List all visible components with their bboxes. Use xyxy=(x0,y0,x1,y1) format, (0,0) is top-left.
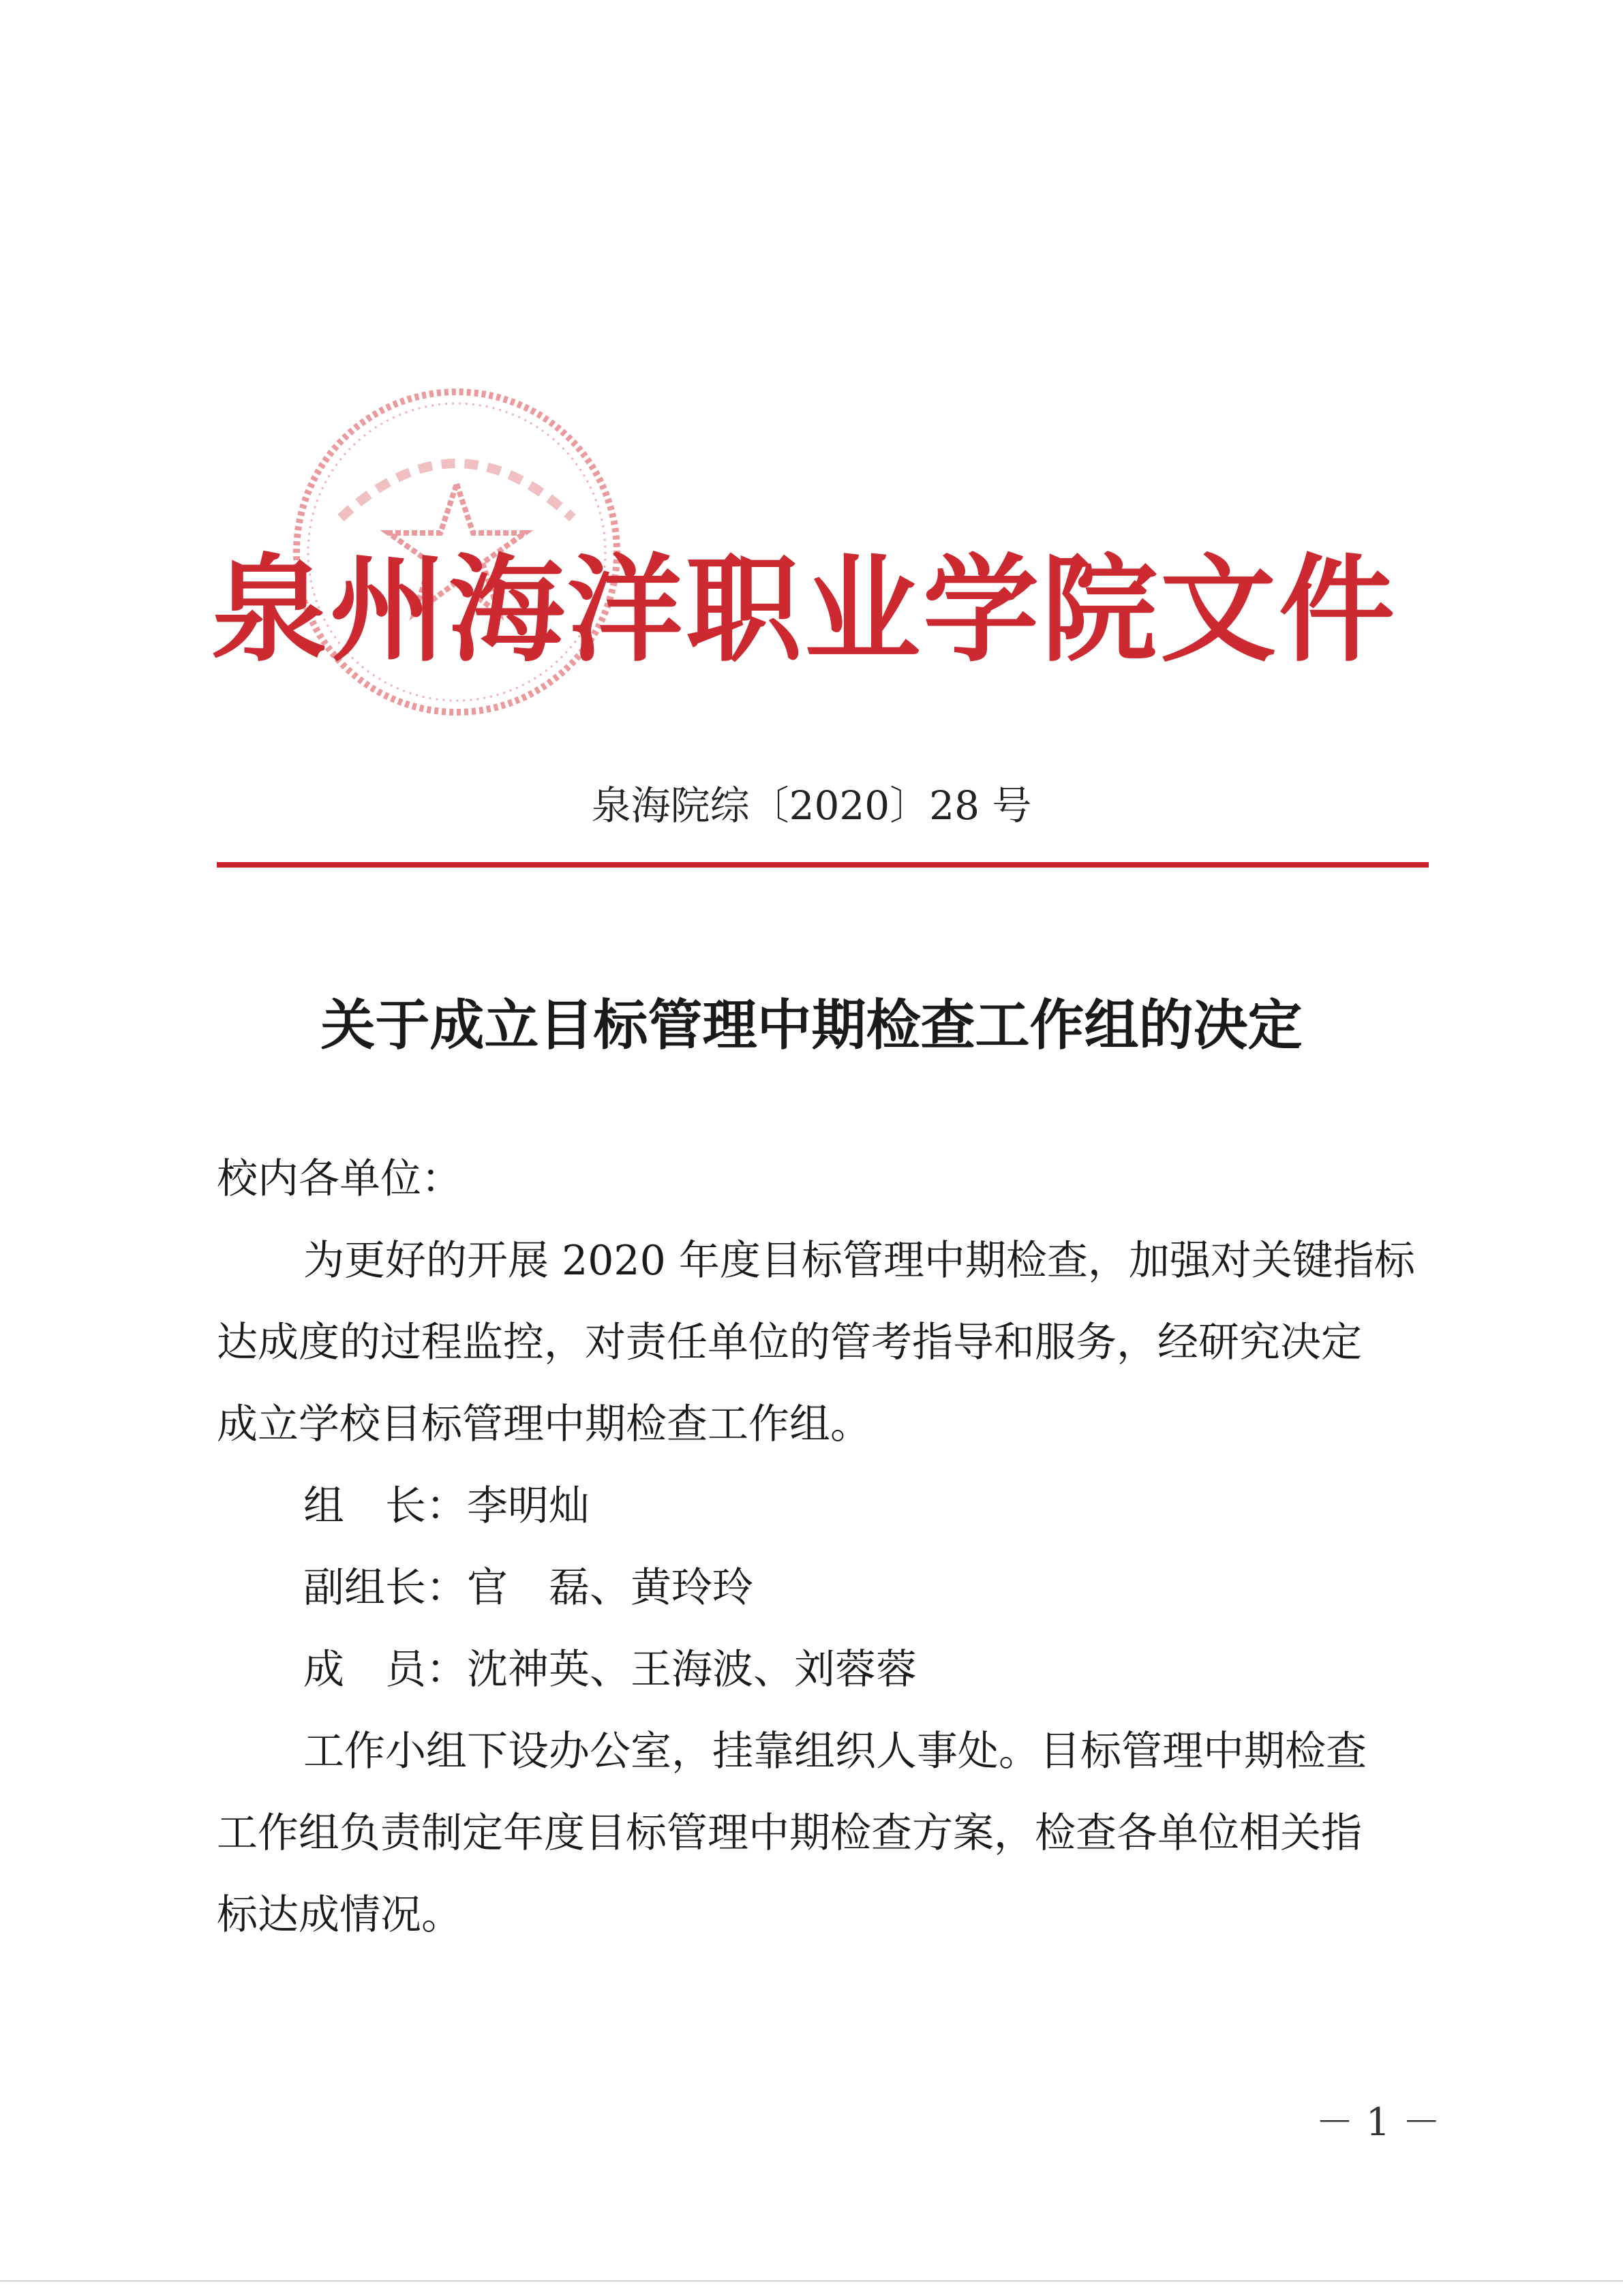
roster-names: 李明灿 xyxy=(467,1482,590,1530)
salutation: 校内各单位： xyxy=(217,1155,462,1203)
roster-role: 组 长： xyxy=(303,1482,467,1530)
paragraph-line: 达成度的过程监控，对责任单位的管考指导和服务，经研究决定 xyxy=(217,1319,1362,1366)
roster-role: 成 员： xyxy=(303,1646,467,1694)
document-number: 泉海院综〔2020〕28 号 xyxy=(591,782,1032,829)
paragraph-line: 为更好的开展 2020 年度目标管理中期检查，加强对关键指标 xyxy=(303,1237,1415,1285)
roster-names: 官 磊、黄玲玲 xyxy=(467,1564,753,1612)
masthead-title: 泉州海洋职业学院文件 xyxy=(211,542,1398,678)
roster-names: 沈神英、王海波、刘蓉蓉 xyxy=(467,1646,917,1694)
paragraph-line: 工作组负责制定年度目标管理中期检查方案，检查各单位相关指 xyxy=(217,1809,1362,1857)
paragraph-line: 标达成情况。 xyxy=(217,1891,462,1939)
roster-role: 副组长： xyxy=(303,1564,467,1612)
page-number: － 1 － xyxy=(1316,2100,1441,2145)
page-bottom-edge xyxy=(0,2280,1623,2282)
roster-item-deputy xyxy=(303,1561,1517,1615)
red-divider xyxy=(217,862,1429,868)
paragraph-line: 成立学校目标管理中期检查工作组。 xyxy=(217,1400,871,1448)
roster-item-leader xyxy=(303,1479,1517,1533)
paragraph-line: 工作小组下设办公室，挂靠组织人事处。目标管理中期检查 xyxy=(303,1728,1367,1775)
roster-item-members xyxy=(303,1642,1517,1697)
document-title: 关于成立目标管理中期检查工作组的决定 xyxy=(320,994,1303,1057)
